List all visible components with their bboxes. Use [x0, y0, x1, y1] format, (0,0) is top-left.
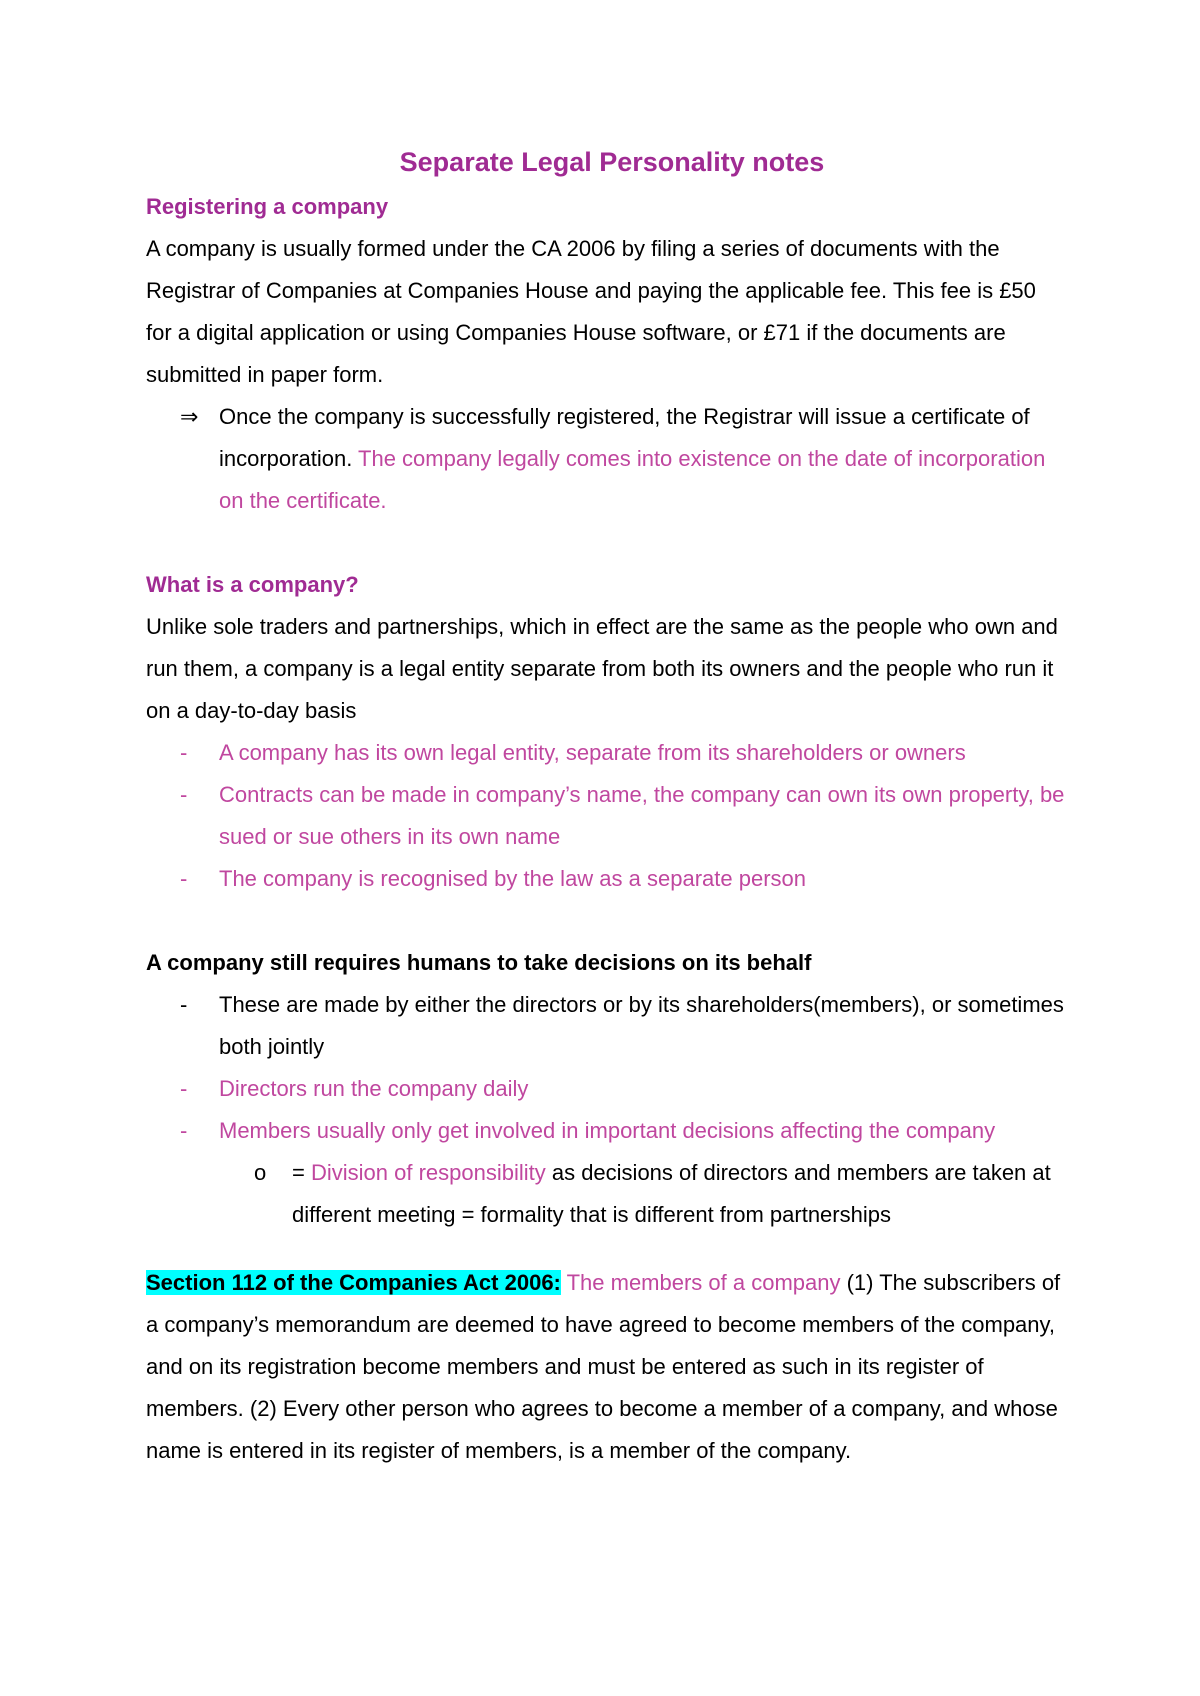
- arrow-list-item: [146, 396, 1066, 522]
- section-112-body: (1) The subscribers of a company’s memorandum are deemed to have agreed to become members of the company, and on its registration become members and must be entered as such in its register of members. (2) Every other person who agrees to become a member of a company, and whose name is entered in its register of members, is a member of the company.: [146, 1270, 1061, 1463]
- arrow-item-text: Once the company is successfully registered, the Registrar will issue a certificate of incorporation.: [219, 404, 1030, 471]
- document-body: [146, 142, 1066, 1472]
- list-item-text: Contracts can be made in company’s name, the company can own its own property, be sued or sue others in its own name: [219, 782, 1065, 849]
- dash-marker: -: [180, 866, 188, 891]
- list-item: [146, 774, 1066, 858]
- list-item-text: The company is recognised by the law as a separate person: [219, 866, 806, 891]
- dash-marker: -: [180, 1118, 188, 1143]
- arrow-list: [146, 396, 1066, 522]
- dash-marker: -: [180, 1076, 188, 1101]
- list-item-text: Members usually only get involved in important decisions affecting the company: [219, 1118, 996, 1143]
- sub-list-item: [146, 1152, 1066, 1236]
- list-item: [146, 1110, 1066, 1152]
- sub-item-highlight-text: Division of responsibility: [310, 1160, 546, 1185]
- list-item-text: These are made by either the directors or by its shareholders(members), or sometimes both jointly: [219, 992, 1064, 1059]
- paragraph-what-is-a-company: Unlike sole traders and partnerships, which in effect are the same as the people who own and run them, a company is a legal entity separate from both its owners and the people who run it on a day-to-day basis: [146, 614, 1058, 723]
- paragraph-section-112: [146, 1262, 1066, 1472]
- company-features-list: [146, 732, 1066, 900]
- heading-what-is-a-company: What is a company?: [146, 572, 359, 597]
- list-item: [146, 1068, 1066, 1110]
- list-item-text: A company has its own legal entity, separate from its shareholders or owners: [219, 740, 966, 765]
- list-item: [146, 732, 1066, 774]
- circle-bullet-marker: o: [254, 1160, 267, 1185]
- sub-item-text: as decisions of directors and members are taken at different meeting = formality that is different from partnerships: [292, 1160, 1051, 1227]
- section-112-title: The members of a company: [560, 1270, 841, 1295]
- arrow-marker-icon: ⇒: [180, 404, 199, 429]
- section-112-highlight: Section 112 of the Companies Act 2006:: [146, 1270, 561, 1295]
- list-item: [146, 858, 1066, 900]
- dash-marker: -: [180, 740, 188, 765]
- document-title: Separate Legal Personality notes: [399, 147, 825, 177]
- arrow-item-highlight-text: The company legally comes into existence on the date of incorporation on the certificate.: [219, 446, 1046, 513]
- heading-humans-take-decisions: A company still requires humans to take decisions on its behalf: [146, 950, 812, 975]
- sub-item-prefix: =: [292, 1160, 311, 1185]
- list-item: [146, 984, 1066, 1068]
- list-item-text: Directors run the company daily: [219, 1076, 529, 1101]
- decisions-list: [146, 984, 1066, 1236]
- paragraph-registering: A company is usually formed under the CA 2006 by filing a series of documents with the Registrar of Companies at Companies House and paying the applicable fee. This fee is £50 for a digital application or using Companies House software, or £71 if the documents are submitted in paper form.: [146, 236, 1036, 387]
- heading-registering-a-company: Registering a company: [146, 194, 389, 219]
- dash-marker: -: [180, 782, 188, 807]
- dash-marker: -: [180, 992, 188, 1017]
